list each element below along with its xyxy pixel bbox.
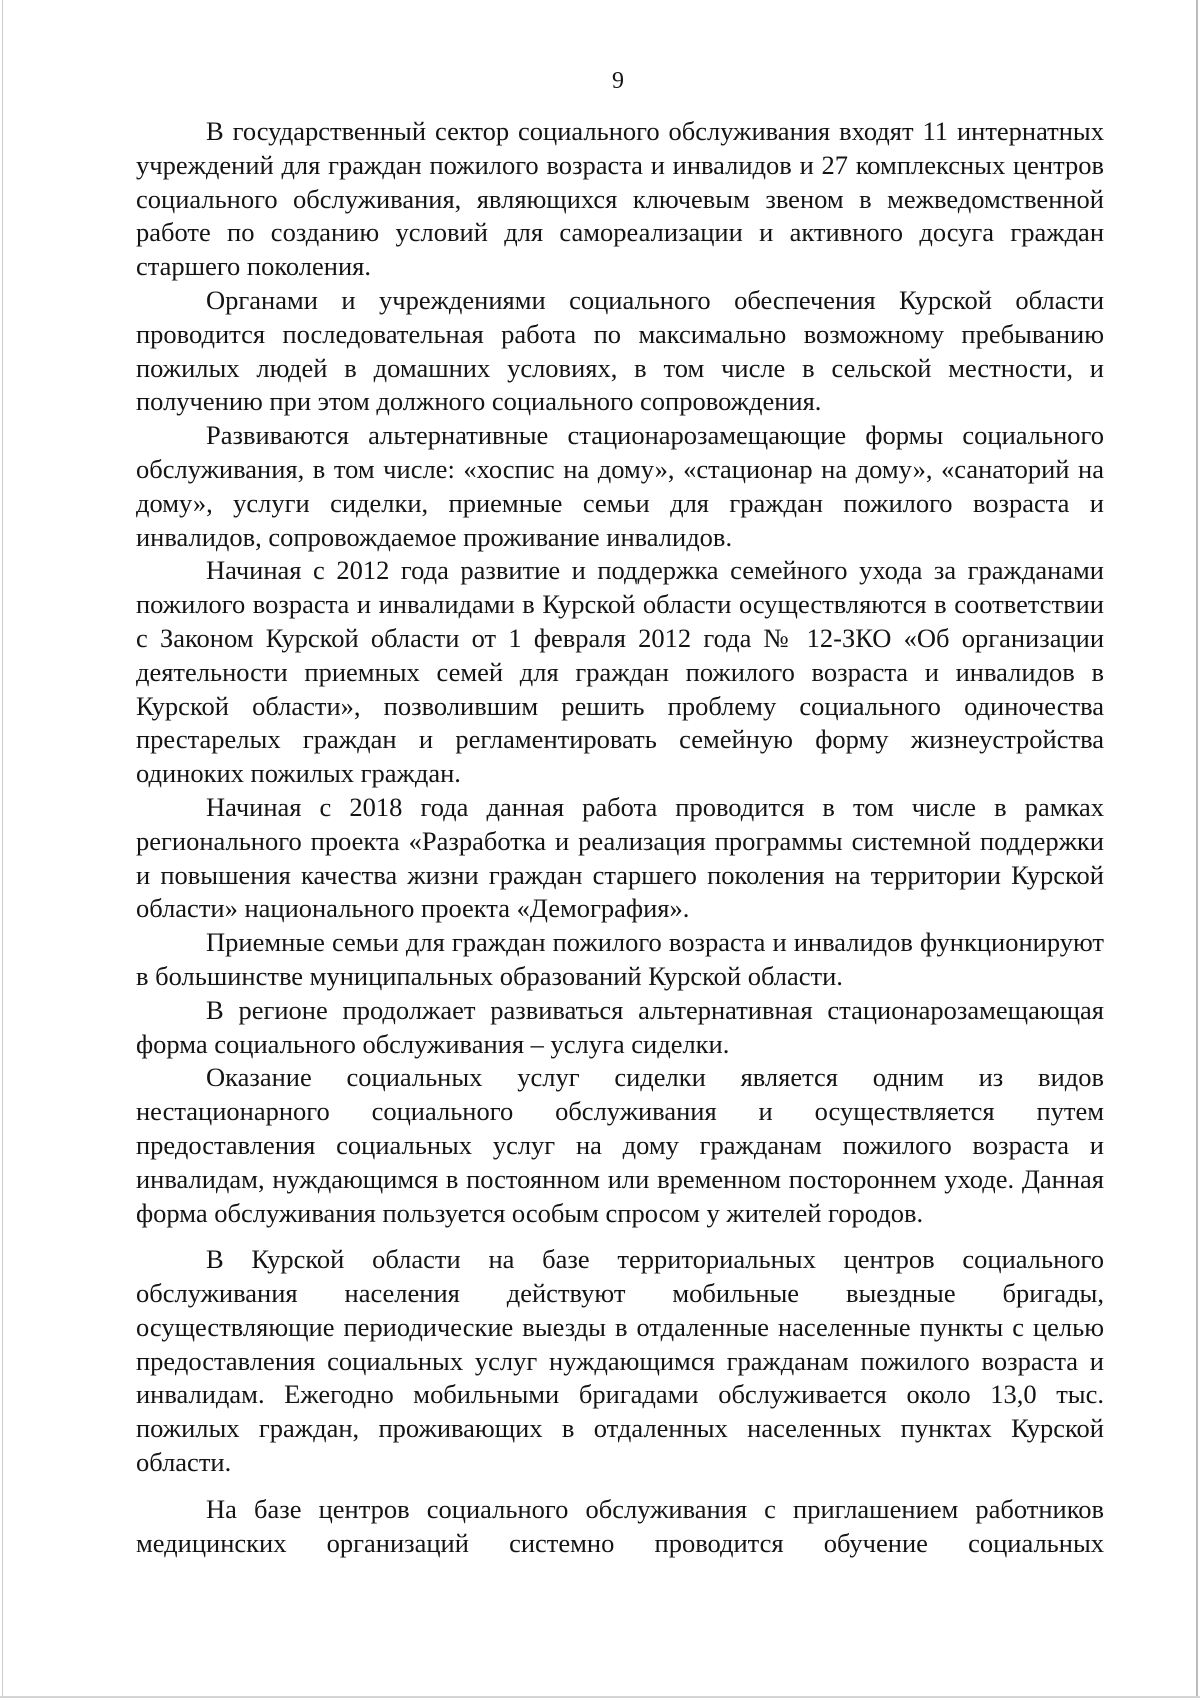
scan-edge-left <box>2 0 3 1698</box>
paragraph-caregiver-details: Оказание социальных услуг сиделки является одним из видов нестационарного социального обслуживания и осуществляется путем предоставления социальных услуг на дому гражданам пожилого возраста и инвалидам, нуждающимся в постоянном или временном постороннем уходе. Данная форма обслуживания пользуется особым спросом у жителей городов. <box>136 1062 1104 1228</box>
paragraph-home-care-work: Органами и учреждениями социального обеспечения Курской области проводится последовательная работа по максимально возможному пребыванию пожилых людей в домашних условиях, в том числе в сельской местности, и получению при этом должного социального сопровождения. <box>136 284 1104 417</box>
page-number: 9 <box>612 68 624 94</box>
paragraph-alternative-forms: Развиваются альтернативные стационарозамещающие формы социального обслуживания, в том числе: «хоспис на дому», «стационар на дому», «санаторий на дому», услуги сиделки, приемные семьи для граждан пожилого возраста и инвалидов, сопровождаемое проживание инвалидов. <box>136 420 1104 552</box>
paragraph-medical-training: На базе центров социального обслуживания с приглашением работников медицинских организаций системно проводится обучение социальных <box>136 1493 1104 1558</box>
paragraph-caregiver-service: В регионе продолжает развиваться альтернативная стационарозамещающая форма социального обслуживания – услуга сиделки. <box>136 994 1104 1059</box>
paragraph-foster-families: Приемные семьи для граждан пожилого возраста и инвалидов функционируют в большинстве муниципальных образований Курской области. <box>136 927 1104 991</box>
paragraph-family-care-law: Начиная с 2012 года развитие и поддержка семейного ухода за гражданами пожилого возраста и инвалидами в Курской области осуществляются в соответствии с Законом Курской области от 1 февраля 2012 года № 12-ЗКО «Об организации деятельности приемных семей для граждан пожилого возраста и инвалидов в Курской области», позволившим решить проблему социального одиночества престарелых граждан и регламентировать семейную форму жизнеустройства одиноких пожилых граждан. <box>136 555 1104 789</box>
scan-edge-right <box>1196 0 1198 1698</box>
paragraph-regional-project: Начиная с 2018 года данная работа проводится в том числе в рамках регионального проекта «Разработка и реализация программы системной поддержки и повышения качества жизни граждан старшего поколения на территории Курской области» национального проекта «Демография». <box>136 791 1104 924</box>
paragraph-social-sector: В государственный сектор социального обслуживания входят 11 интернатных учреждений для граждан пожилого возраста и инвалидов и 27 комплексных центров социального обслуживания, являющихся ключевым звеном в межведомственной работе по созданию условий для самореализации и активного досуга граждан старшего поколения. <box>136 116 1104 282</box>
document-body <box>136 115 1104 1560</box>
paragraph-mobile-teams: В Курской области на базе территориальных центров социального обслуживания населения действуют мобильные выездные бригады, осуществляющие периодические выезды в отдаленные населенные пункты с целью предоставления социальных услуг нуждающимся гражданам пожилого возраста и инвалидам. Ежегодно мобильными бригадами обслуживается около 13,0 тыс. пожилых граждан, проживающих в отдаленных населенных пунктах Курской области. <box>136 1244 1104 1478</box>
